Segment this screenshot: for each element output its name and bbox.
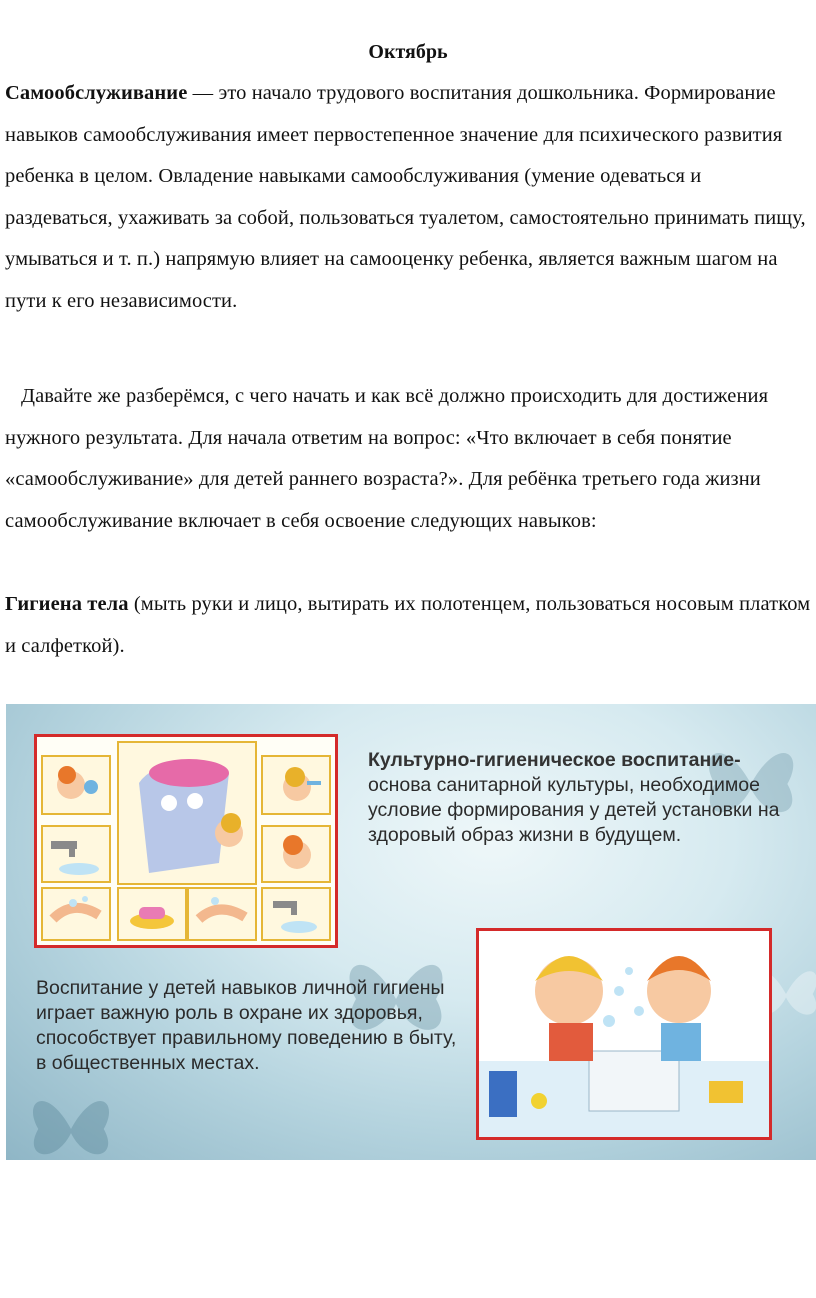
paragraph-self-service-text: — это начало трудового воспитания дошкольника. Формирование навыков самообслуживания имеет первостепенное значение для психического развития ребенка в целом. Овладение навыками самообслуживания (умение одеваться и раздеваться, ухаживать за собой, пользоваться туалетом, самостоятельно принимать пищу, умываться и т. п.) напрямую влияет на самооценку ребенка, является важным шагом на пути к его независимости.: [5, 82, 806, 312]
girl-picture-icon: [41, 755, 111, 815]
term-body-hygiene: Гигиена тела: [5, 593, 129, 615]
faucet-picture-icon: [41, 825, 111, 883]
paragraph-body-hygiene-text: (мыть руки и лицо, вытирать их полотенцем, пользоваться носовым платком и салфеткой).: [5, 593, 811, 657]
slide-heading-text: основа санитарной культуры, необходимое условие формирования у детей установки на здоровый образ жизни в будущем.: [368, 774, 780, 846]
washing-hands-picture-icon: [41, 887, 111, 941]
page-title: Октябрь: [368, 41, 448, 63]
children-washing-illustration-icon: [479, 931, 769, 1137]
tap-water-picture-icon: [261, 887, 331, 941]
slide-bottom-text: Воспитание у детей навыков личной гигиены играет важную роль в охране их здоровья, способствует правильному поведению в быту, в общественных местах.: [36, 977, 457, 1074]
soap-picture-icon: [117, 887, 187, 941]
butterfly-icon: [6, 1084, 136, 1160]
towel-cartoon-picture-icon: [117, 741, 257, 885]
paragraph-self-service: [5, 73, 811, 322]
paragraph-body-hygiene: [5, 584, 811, 667]
slide-heading: Культурно-гигиеническое воспитание-: [368, 749, 741, 771]
rinsing-hands-picture-icon: [187, 887, 257, 941]
paragraph-intro: Давайте же разберёмся, с чего начать и как всё должно происходить для достижения нужного результата. Для начала ответим на вопрос: «Что включает в себя понятие «самообслуживание» для детей раннего возраста?». Для ребёнка третьего года жизни самообслуживание включает в себя освоение следующих навыков:: [5, 385, 769, 532]
hygiene-slide-image: [6, 704, 816, 1160]
slide-heading-block: [368, 748, 808, 848]
children-washing-picture: [476, 928, 772, 1140]
hygiene-picture-grid: [34, 734, 338, 948]
term-self-service: Самообслуживание: [5, 82, 188, 104]
girl-face-picture-icon: [261, 825, 331, 883]
girl-brushing-picture-icon: [261, 755, 331, 815]
